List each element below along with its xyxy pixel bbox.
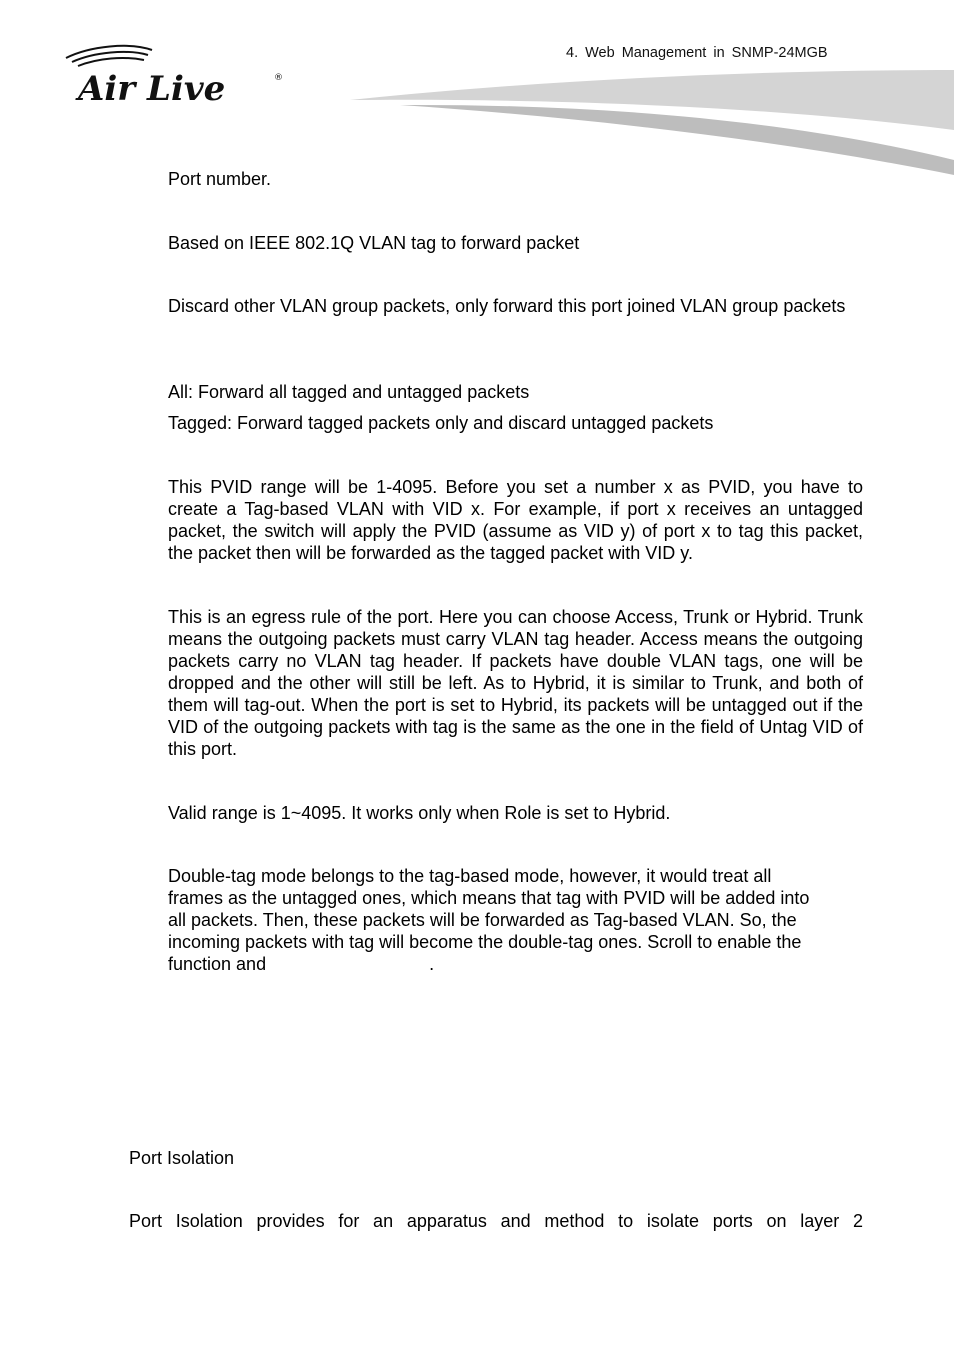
port-isolation-intro: Port Isolation provides for an apparatus and method to isolate ports on layer 2 xyxy=(129,1211,863,1231)
double-tag-description xyxy=(168,865,863,975)
airlive-logo xyxy=(60,40,300,110)
svg-text:®: ® xyxy=(274,73,283,83)
double-tag-line: Double-tag mode belongs to the tag-based mode, however, it would treat all xyxy=(168,866,772,886)
untag-vid-description: Valid range is 1~4095. It works only when Role is set to Hybrid. xyxy=(168,803,671,823)
double-tag-last-line-end: . xyxy=(429,954,435,974)
discard-other-vlan-description: Discard other VLAN group packets, only forward this port joined VLAN group packets xyxy=(168,296,846,316)
accept-tagged-description: Tagged: Forward tagged packets only and discard untagged packets xyxy=(168,413,714,433)
double-tag-line: incoming packets with tag will become the double-tag ones. Scroll to enable the xyxy=(168,932,802,952)
port-number-description: Port number. xyxy=(168,169,272,189)
section-title-port-isolation: Port Isolation xyxy=(129,1148,235,1168)
double-tag-last-line xyxy=(168,953,863,975)
double-tag-line: frames as the untagged ones, which means that tag with PVID will be added into xyxy=(168,888,810,908)
svg-text:Air Live: Air Live xyxy=(78,69,226,109)
double-tag-line: all packets. Then, these packets will be forwarded as Tag-based VLAN. So, the xyxy=(168,910,797,930)
chapter-heading: 4. Web Management in SNMP-24MGB xyxy=(566,45,828,61)
accept-all-description: All: Forward all tagged and untagged packets xyxy=(168,382,530,402)
role-description: This is an egress rule of the port. Here you can choose Access, Trunk or Hybrid. Trunk means the outgoing packets must carry VLAN tag header. Access means the outgoing packets carry no VLAN tag header. If packets have double VLAN tags, one will be dropped and the other will still be left. As to Hybrid, it is similar to Trunk, and both of them will tag-out. When the port is set to Hybrid, its packets will be untagged out if the VID of the outgoing packets with tag is the same as the one in the field of Untag VID of this port. xyxy=(168,607,863,759)
double-tag-last-line-start: function and xyxy=(168,954,267,974)
header-swoosh-graphic xyxy=(340,60,954,180)
vlan-tag-forward-description: Based on IEEE 802.1Q VLAN tag to forward packet xyxy=(168,233,580,253)
pvid-description: This PVID range will be 1-4095. Before you set a number x as PVID, you have to create a Tag-based VLAN with VID x. For example, if port x receives an untagged packet, the switch will apply the PVID (assume as VID y) of port x to tag this packet, the packet then will be forwarded as the tagged packet with VID y. xyxy=(168,477,863,563)
